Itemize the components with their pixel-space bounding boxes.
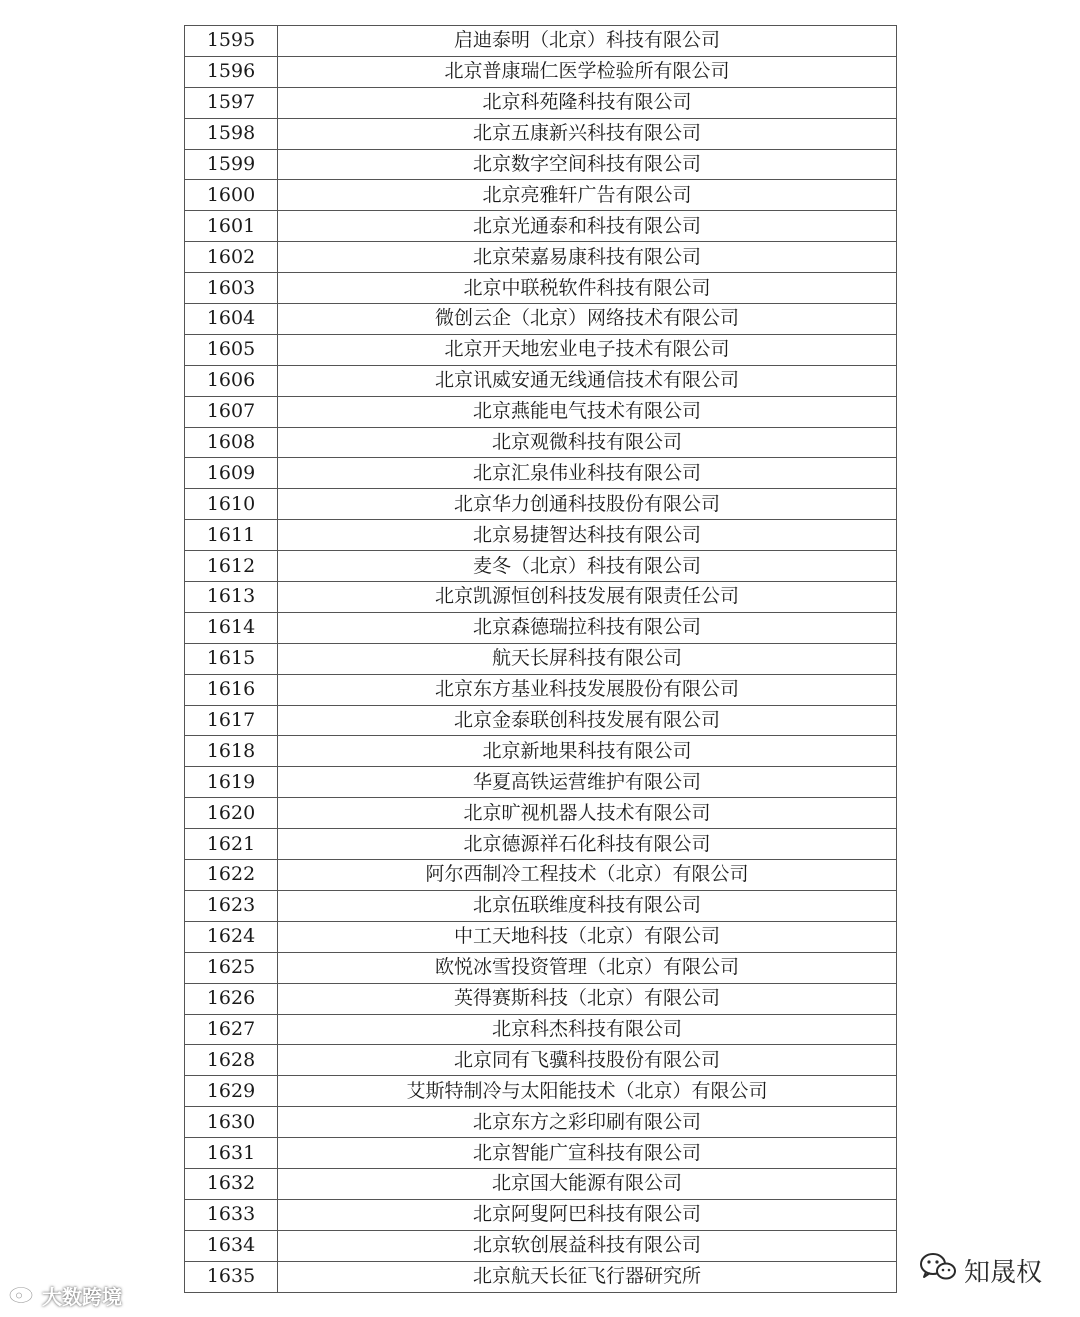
company-name-cell: 微创云企（北京）网络技术有限公司 xyxy=(278,304,897,335)
company-name-cell: 北京软创展益科技有限公司 xyxy=(278,1230,897,1261)
row-number-cell: 1606 xyxy=(185,365,278,396)
row-number-cell: 1608 xyxy=(185,427,278,458)
table-row xyxy=(185,1168,897,1199)
table-row xyxy=(185,396,897,427)
row-number-cell: 1623 xyxy=(185,890,278,921)
company-name-cell: 北京国大能源有限公司 xyxy=(278,1168,897,1199)
company-name-cell: 北京新地果科技有限公司 xyxy=(278,736,897,767)
row-number-cell: 1624 xyxy=(185,921,278,952)
watermark-left-text: 大数跨境 xyxy=(42,1285,122,1309)
row-number-cell: 1597 xyxy=(185,87,278,118)
row-number-cell: 1604 xyxy=(185,304,278,335)
row-number-cell: 1611 xyxy=(185,520,278,551)
row-number-cell: 1627 xyxy=(185,1014,278,1045)
table-row xyxy=(185,674,897,705)
row-number-cell: 1619 xyxy=(185,767,278,798)
table-row xyxy=(185,1138,897,1169)
row-number-cell: 1615 xyxy=(185,643,278,674)
company-name-cell: 北京讯威安通无线通信技术有限公司 xyxy=(278,365,897,396)
table-row xyxy=(185,273,897,304)
company-name-cell: 北京科苑隆科技有限公司 xyxy=(278,87,897,118)
row-number-cell: 1601 xyxy=(185,211,278,242)
table-row xyxy=(185,582,897,613)
row-number-cell: 1607 xyxy=(185,396,278,427)
watermark-right-text: 知晟权 xyxy=(964,1258,1043,1288)
table-row xyxy=(185,860,897,891)
row-number-cell: 1618 xyxy=(185,736,278,767)
table-row xyxy=(185,489,897,520)
watermark-right xyxy=(918,1251,1042,1290)
row-number-cell: 1632 xyxy=(185,1168,278,1199)
table-row xyxy=(185,612,897,643)
company-name-cell: 英得赛斯科技（北京）有限公司 xyxy=(278,983,897,1014)
company-name-cell: 北京科杰科技有限公司 xyxy=(278,1014,897,1045)
company-name-cell: 北京数字空间科技有限公司 xyxy=(278,149,897,180)
table-row xyxy=(185,1014,897,1045)
company-name-cell: 北京东方之彩印刷有限公司 xyxy=(278,1107,897,1138)
table-row xyxy=(185,705,897,736)
table-row xyxy=(185,87,897,118)
company-name-cell: 北京旷视机器人技术有限公司 xyxy=(278,798,897,829)
company-name-cell: 北京航天长征飞行器研究所 xyxy=(278,1261,897,1292)
company-name-cell: 北京观微科技有限公司 xyxy=(278,427,897,458)
row-number-cell: 1613 xyxy=(185,582,278,613)
company-name-cell: 北京智能广宣科技有限公司 xyxy=(278,1138,897,1169)
company-name-cell: 北京同有飞骥科技股份有限公司 xyxy=(278,1045,897,1076)
company-name-cell: 北京汇泉伟业科技有限公司 xyxy=(278,458,897,489)
table-row xyxy=(185,1261,897,1292)
table-row xyxy=(185,829,897,860)
table-row xyxy=(185,211,897,242)
table-row xyxy=(185,520,897,551)
table-row xyxy=(185,365,897,396)
row-number-cell: 1600 xyxy=(185,180,278,211)
company-name-cell: 北京华力创通科技股份有限公司 xyxy=(278,489,897,520)
company-name-cell: 北京光通泰和科技有限公司 xyxy=(278,211,897,242)
table-row xyxy=(185,1230,897,1261)
row-number-cell: 1603 xyxy=(185,273,278,304)
watermark-left xyxy=(8,1281,122,1310)
table-row xyxy=(185,643,897,674)
company-name-cell: 北京凯源恒创科技发展有限责任公司 xyxy=(278,582,897,613)
row-number-cell: 1630 xyxy=(185,1107,278,1138)
row-number-cell: 1629 xyxy=(185,1076,278,1107)
wechat-icon xyxy=(918,1251,958,1290)
row-number-cell: 1625 xyxy=(185,952,278,983)
table-row xyxy=(185,767,897,798)
table-row xyxy=(185,798,897,829)
table-row xyxy=(185,921,897,952)
row-number-cell: 1621 xyxy=(185,829,278,860)
company-name-cell: 欧悦冰雪投资管理（北京）有限公司 xyxy=(278,952,897,983)
table-row xyxy=(185,890,897,921)
table-row xyxy=(185,242,897,273)
company-name-cell: 北京亮雅轩广告有限公司 xyxy=(278,180,897,211)
row-number-cell: 1610 xyxy=(185,489,278,520)
company-name-cell: 北京阿叟阿巴科技有限公司 xyxy=(278,1199,897,1230)
table-row xyxy=(185,551,897,582)
weibo-icon xyxy=(8,1282,38,1309)
row-number-cell: 1598 xyxy=(185,118,278,149)
table-row xyxy=(185,1107,897,1138)
row-number-cell: 1634 xyxy=(185,1230,278,1261)
company-name-cell: 华夏高铁运营维护有限公司 xyxy=(278,767,897,798)
row-number-cell: 1596 xyxy=(185,56,278,87)
table-row xyxy=(185,149,897,180)
company-name-cell: 启迪泰明（北京）科技有限公司 xyxy=(278,26,897,57)
company-name-cell: 北京开天地宏业电子技术有限公司 xyxy=(278,334,897,365)
table-row xyxy=(185,458,897,489)
company-name-cell: 北京森德瑞拉科技有限公司 xyxy=(278,612,897,643)
row-number-cell: 1616 xyxy=(185,674,278,705)
table-row xyxy=(185,118,897,149)
row-number-cell: 1602 xyxy=(185,242,278,273)
row-number-cell: 1628 xyxy=(185,1045,278,1076)
table-row xyxy=(185,1076,897,1107)
company-name-cell: 北京普康瑞仁医学检验所有限公司 xyxy=(278,56,897,87)
row-number-cell: 1635 xyxy=(185,1261,278,1292)
company-name-cell: 中工天地科技（北京）有限公司 xyxy=(278,921,897,952)
table-row xyxy=(185,26,897,57)
table-row xyxy=(185,952,897,983)
row-number-cell: 1599 xyxy=(185,149,278,180)
company-name-cell: 航天长屏科技有限公司 xyxy=(278,643,897,674)
table-row xyxy=(185,56,897,87)
company-name-cell: 北京燕能电气技术有限公司 xyxy=(278,396,897,427)
row-number-cell: 1631 xyxy=(185,1138,278,1169)
table-body xyxy=(185,26,897,1293)
company-name-cell: 北京五康新兴科技有限公司 xyxy=(278,118,897,149)
row-number-cell: 1617 xyxy=(185,705,278,736)
company-name-cell: 阿尔西制冷工程技术（北京）有限公司 xyxy=(278,860,897,891)
table-row xyxy=(185,736,897,767)
table-row xyxy=(185,1199,897,1230)
company-name-cell: 北京伍联维度科技有限公司 xyxy=(278,890,897,921)
company-name-cell: 北京东方基业科技发展股份有限公司 xyxy=(278,674,897,705)
row-number-cell: 1595 xyxy=(185,26,278,57)
table-row xyxy=(185,1045,897,1076)
company-name-cell: 北京易捷智达科技有限公司 xyxy=(278,520,897,551)
row-number-cell: 1614 xyxy=(185,612,278,643)
row-number-cell: 1620 xyxy=(185,798,278,829)
company-name-cell: 北京荣嘉易康科技有限公司 xyxy=(278,242,897,273)
table-row xyxy=(185,304,897,335)
row-number-cell: 1605 xyxy=(185,334,278,365)
company-name-cell: 艾斯特制冷与太阳能技术（北京）有限公司 xyxy=(278,1076,897,1107)
row-number-cell: 1612 xyxy=(185,551,278,582)
table-row xyxy=(185,427,897,458)
table-row xyxy=(185,180,897,211)
company-name-cell: 北京德源祥石化科技有限公司 xyxy=(278,829,897,860)
row-number-cell: 1609 xyxy=(185,458,278,489)
row-number-cell: 1622 xyxy=(185,860,278,891)
company-name-cell: 北京金泰联创科技发展有限公司 xyxy=(278,705,897,736)
company-name-cell: 北京中联税软件科技有限公司 xyxy=(278,273,897,304)
company-name-cell: 麦冬（北京）科技有限公司 xyxy=(278,551,897,582)
company-list-table xyxy=(184,25,897,1293)
row-number-cell: 1626 xyxy=(185,983,278,1014)
row-number-cell: 1633 xyxy=(185,1199,278,1230)
table-row xyxy=(185,983,897,1014)
table-row xyxy=(185,334,897,365)
